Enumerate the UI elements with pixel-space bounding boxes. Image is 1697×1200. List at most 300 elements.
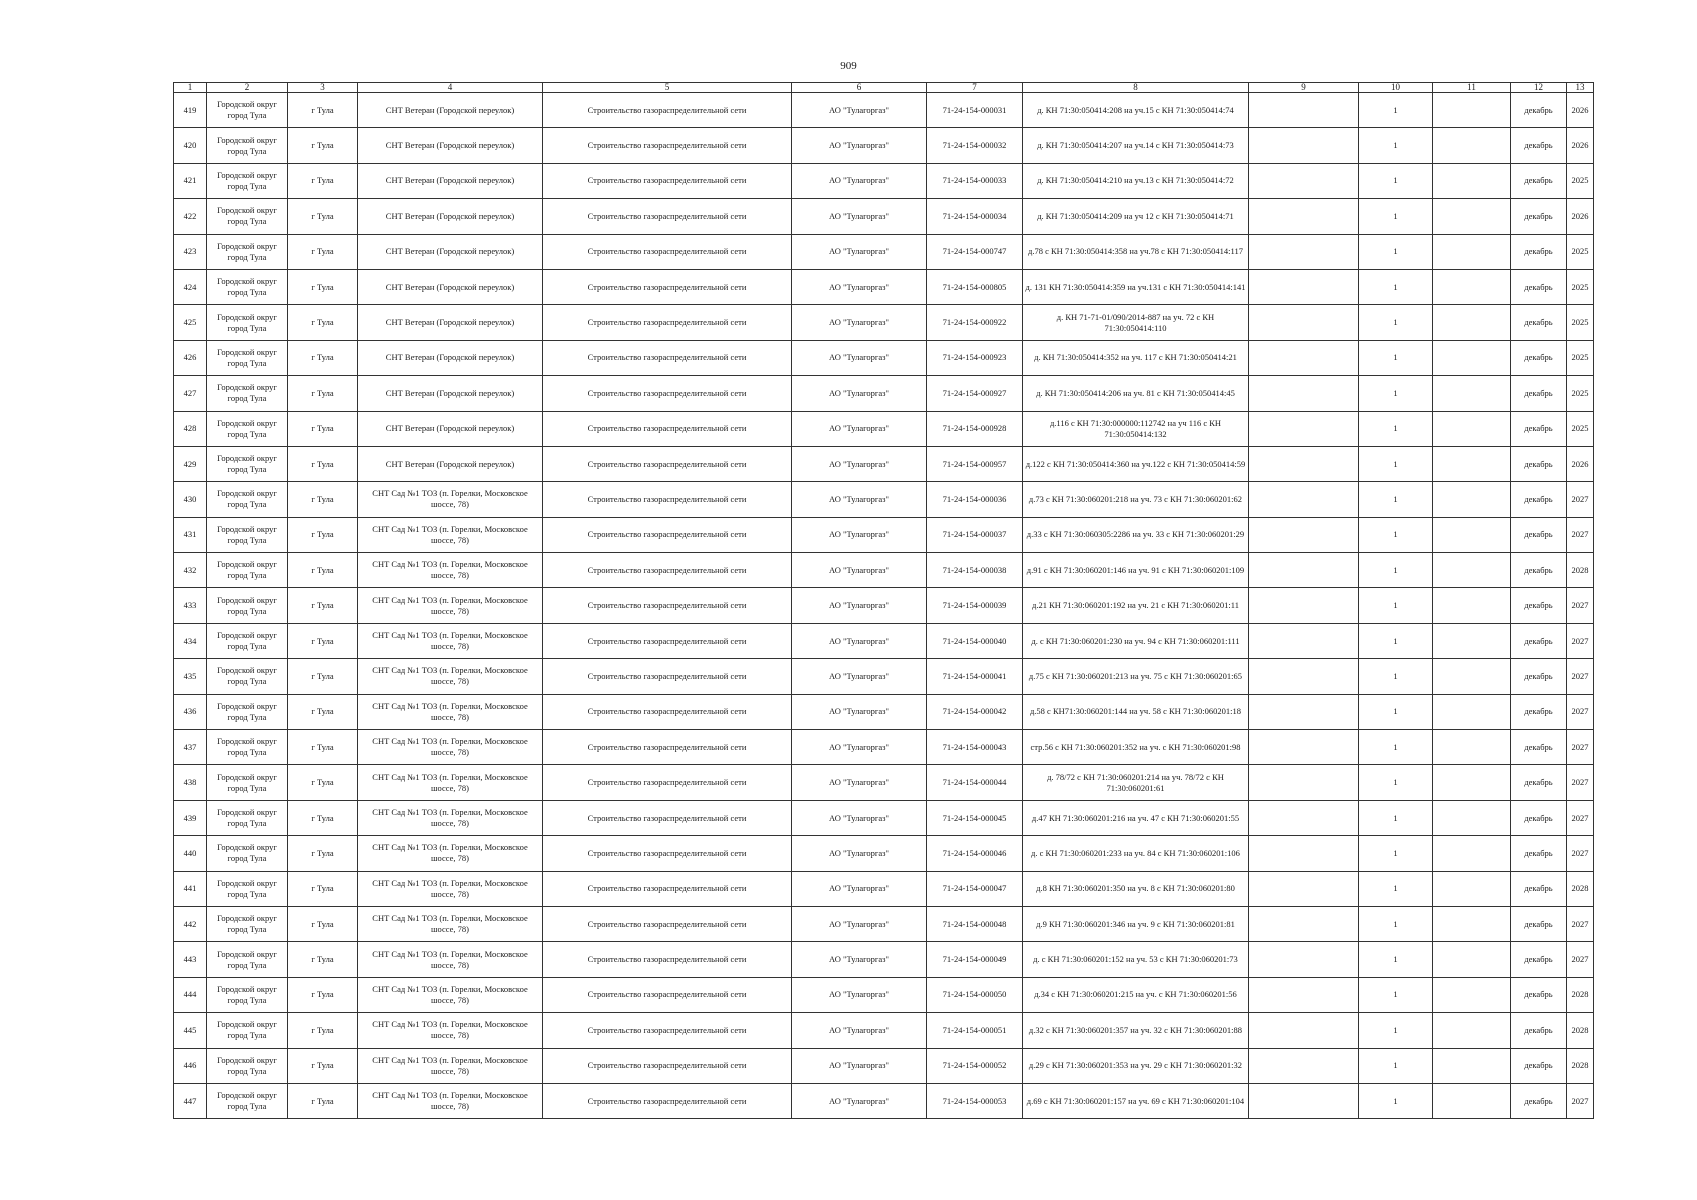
cell-col-9 — [1249, 128, 1359, 163]
cell-col-9 — [1249, 305, 1359, 340]
column-number-header-row — [174, 83, 1594, 93]
cell-object-location: СНТ Сад №1 ТОЗ (п. Горелки, Московское шоссе, 78) — [358, 730, 543, 765]
table-row — [174, 1048, 1594, 1083]
cell-connection-object: д.73 с КН 71:30:060201:218 на уч. 73 с КН 71:30:060201:62 — [1023, 482, 1249, 517]
cell-quantity: 1 — [1359, 977, 1433, 1012]
cell-organization: АО "Тулагоргаз" — [792, 446, 927, 481]
cell-col-11 — [1433, 836, 1511, 871]
cell-registration-number: 71-24-154-000050 — [927, 977, 1023, 1012]
cell-month: декабрь — [1511, 482, 1567, 517]
cell-connection-object: д.29 с КН 71:30:060201:353 на уч. 29 с КН 71:30:060201:32 — [1023, 1048, 1249, 1083]
cell-object-location: СНТ Сад №1 ТОЗ (п. Горелки, Московское шоссе, 78) — [358, 1048, 543, 1083]
cell-settlement: г Тула — [288, 234, 358, 269]
cell-registration-number: 71-24-154-000922 — [927, 305, 1023, 340]
table-row — [174, 1013, 1594, 1048]
cell-object-location: СНТ Сад №1 ТОЗ (п. Горелки, Московское шоссе, 78) — [358, 871, 543, 906]
cell-col-11 — [1433, 1083, 1511, 1118]
cell-col-9 — [1249, 517, 1359, 552]
cell-work-type: Строительство газораспределительной сети — [543, 871, 792, 906]
cell-organization: АО "Тулагоргаз" — [792, 340, 927, 375]
cell-quantity: 1 — [1359, 623, 1433, 658]
cell-object-location: СНТ Ветеран (Городской переулок) — [358, 269, 543, 304]
cell-row-number: 430 — [174, 482, 207, 517]
cell-month: декабрь — [1511, 588, 1567, 623]
cell-settlement: г Тула — [288, 659, 358, 694]
cell-settlement: г Тула — [288, 163, 358, 198]
column-header-11: 11 — [1433, 83, 1511, 93]
cell-work-type: Строительство газораспределительной сети — [543, 977, 792, 1012]
cell-settlement: г Тула — [288, 199, 358, 234]
cell-organization: АО "Тулагоргаз" — [792, 942, 927, 977]
cell-month: декабрь — [1511, 765, 1567, 800]
cell-organization: АО "Тулагоргаз" — [792, 199, 927, 234]
cell-col-11 — [1433, 942, 1511, 977]
cell-organization: АО "Тулагоргаз" — [792, 906, 927, 941]
cell-row-number: 442 — [174, 906, 207, 941]
cell-month: декабрь — [1511, 1048, 1567, 1083]
cell-object-location: СНТ Ветеран (Городской переулок) — [358, 305, 543, 340]
cell-settlement: г Тула — [288, 977, 358, 1012]
cell-municipality: Городской округ город Тула — [207, 411, 288, 446]
column-header-7: 7 — [927, 83, 1023, 93]
cell-col-11 — [1433, 659, 1511, 694]
cell-organization: АО "Тулагоргаз" — [792, 553, 927, 588]
cell-registration-number: 71-24-154-000037 — [927, 517, 1023, 552]
cell-quantity: 1 — [1359, 871, 1433, 906]
cell-col-11 — [1433, 163, 1511, 198]
page-number: 909 — [840, 60, 857, 72]
cell-row-number: 421 — [174, 163, 207, 198]
cell-month: декабрь — [1511, 411, 1567, 446]
cell-month: декабрь — [1511, 199, 1567, 234]
cell-quantity: 1 — [1359, 942, 1433, 977]
cell-object-location: СНТ Ветеран (Городской переулок) — [358, 340, 543, 375]
cell-connection-object: д.8 КН 71:30:060201:350 на уч. 8 с КН 71:30:060201:80 — [1023, 871, 1249, 906]
cell-municipality: Городской округ город Тула — [207, 871, 288, 906]
table-row — [174, 128, 1594, 163]
cell-connection-object: д. 78/72 с КН 71:30:060201:214 на уч. 78/72 с КН 71:30:060201:61 — [1023, 765, 1249, 800]
cell-organization: АО "Тулагоргаз" — [792, 269, 927, 304]
cell-row-number: 447 — [174, 1083, 207, 1118]
cell-month: декабрь — [1511, 340, 1567, 375]
cell-organization: АО "Тулагоргаз" — [792, 871, 927, 906]
cell-month: декабрь — [1511, 234, 1567, 269]
column-header-13: 13 — [1567, 83, 1594, 93]
cell-work-type: Строительство газораспределительной сети — [543, 340, 792, 375]
cell-quantity: 1 — [1359, 588, 1433, 623]
cell-quantity: 1 — [1359, 730, 1433, 765]
cell-year: 2027 — [1567, 836, 1594, 871]
cell-year: 2025 — [1567, 411, 1594, 446]
cell-registration-number: 71-24-154-000045 — [927, 800, 1023, 835]
cell-col-9 — [1249, 269, 1359, 304]
cell-organization: АО "Тулагоргаз" — [792, 623, 927, 658]
column-header-3: 3 — [288, 83, 358, 93]
column-header-8: 8 — [1023, 83, 1249, 93]
cell-object-location: СНТ Сад №1 ТОЗ (п. Горелки, Московское шоссе, 78) — [358, 836, 543, 871]
cell-settlement: г Тула — [288, 871, 358, 906]
cell-month: декабрь — [1511, 1083, 1567, 1118]
cell-col-9 — [1249, 906, 1359, 941]
cell-quantity: 1 — [1359, 836, 1433, 871]
cell-organization: АО "Тулагоргаз" — [792, 517, 927, 552]
table-row — [174, 694, 1594, 729]
cell-year: 2028 — [1567, 1048, 1594, 1083]
cell-settlement: г Тула — [288, 553, 358, 588]
table-row — [174, 588, 1594, 623]
cell-year: 2026 — [1567, 128, 1594, 163]
cell-work-type: Строительство газораспределительной сети — [543, 623, 792, 658]
cell-work-type: Строительство газораспределительной сети — [543, 1048, 792, 1083]
cell-year: 2027 — [1567, 517, 1594, 552]
cell-year: 2027 — [1567, 659, 1594, 694]
cell-work-type: Строительство газораспределительной сети — [543, 199, 792, 234]
table-row — [174, 871, 1594, 906]
cell-registration-number: 71-24-154-000034 — [927, 199, 1023, 234]
cell-connection-object: д. КН 71:30:050414:207 на уч.14 с КН 71:30:050414:73 — [1023, 128, 1249, 163]
cell-year: 2025 — [1567, 269, 1594, 304]
cell-year: 2028 — [1567, 977, 1594, 1012]
cell-year: 2025 — [1567, 376, 1594, 411]
cell-col-11 — [1433, 588, 1511, 623]
cell-object-location: СНТ Ветеран (Городской переулок) — [358, 446, 543, 481]
cell-settlement: г Тула — [288, 411, 358, 446]
cell-row-number: 438 — [174, 765, 207, 800]
cell-settlement: г Тула — [288, 694, 358, 729]
cell-object-location: СНТ Ветеран (Городской переулок) — [358, 376, 543, 411]
cell-municipality: Городской округ город Тула — [207, 340, 288, 375]
cell-year: 2025 — [1567, 340, 1594, 375]
cell-object-location: СНТ Сад №1 ТОЗ (п. Горелки, Московское шоссе, 78) — [358, 1013, 543, 1048]
column-header-1: 1 — [174, 83, 207, 93]
cell-year: 2026 — [1567, 446, 1594, 481]
cell-quantity: 1 — [1359, 694, 1433, 729]
cell-col-11 — [1433, 93, 1511, 128]
cell-registration-number: 71-24-154-000957 — [927, 446, 1023, 481]
cell-registration-number: 71-24-154-000923 — [927, 340, 1023, 375]
cell-connection-object: д.122 с КН 71:30:050414:360 на уч.122 с КН 71:30:050414:59 — [1023, 446, 1249, 481]
cell-municipality: Городской округ город Тула — [207, 376, 288, 411]
cell-row-number: 429 — [174, 446, 207, 481]
table-row — [174, 93, 1594, 128]
cell-col-11 — [1433, 517, 1511, 552]
cell-year: 2027 — [1567, 906, 1594, 941]
cell-connection-object: д. КН 71:30:050414:209 на уч 12 с КН 71:30:050414:71 — [1023, 199, 1249, 234]
cell-connection-object: д. КН 71-71-01/090/2014-887 на уч. 72 с КН 71:30:050414:110 — [1023, 305, 1249, 340]
cell-object-location: СНТ Сад №1 ТОЗ (п. Горелки, Московское шоссе, 78) — [358, 659, 543, 694]
cell-work-type: Строительство газораспределительной сети — [543, 376, 792, 411]
cell-col-11 — [1433, 765, 1511, 800]
cell-organization: АО "Тулагоргаз" — [792, 588, 927, 623]
cell-registration-number: 71-24-154-000038 — [927, 553, 1023, 588]
cell-organization: АО "Тулагоргаз" — [792, 376, 927, 411]
cell-quantity: 1 — [1359, 1083, 1433, 1118]
cell-work-type: Строительство газораспределительной сети — [543, 1083, 792, 1118]
table-row — [174, 411, 1594, 446]
cell-work-type: Строительство газораспределительной сети — [543, 694, 792, 729]
cell-object-location: СНТ Сад №1 ТОЗ (п. Горелки, Московское шоссе, 78) — [358, 977, 543, 1012]
cell-quantity: 1 — [1359, 765, 1433, 800]
cell-connection-object: д.116 с КН 71:30:000000:112742 на уч 116 с КН 71:30:050414:132 — [1023, 411, 1249, 446]
cell-settlement: г Тула — [288, 482, 358, 517]
cell-connection-object: д. КН 71:30:050414:208 на уч.15 с КН 71:30:050414:74 — [1023, 93, 1249, 128]
table-row — [174, 269, 1594, 304]
cell-col-9 — [1249, 977, 1359, 1012]
cell-col-11 — [1433, 411, 1511, 446]
cell-settlement: г Тула — [288, 128, 358, 163]
cell-settlement: г Тула — [288, 269, 358, 304]
cell-object-location: СНТ Сад №1 ТОЗ (п. Горелки, Московское шоссе, 78) — [358, 553, 543, 588]
cell-connection-object: д.33 с КН 71:30:060305:2286 на уч. 33 с КН 71:30:060201:29 — [1023, 517, 1249, 552]
cell-col-9 — [1249, 836, 1359, 871]
cell-settlement: г Тула — [288, 305, 358, 340]
cell-row-number: 437 — [174, 730, 207, 765]
cell-row-number: 419 — [174, 93, 207, 128]
cell-row-number: 422 — [174, 199, 207, 234]
cell-object-location: СНТ Сад №1 ТОЗ (п. Горелки, Московское шоссе, 78) — [358, 482, 543, 517]
cell-municipality: Городской округ город Тула — [207, 942, 288, 977]
cell-col-11 — [1433, 623, 1511, 658]
cell-month: декабрь — [1511, 269, 1567, 304]
cell-object-location: СНТ Сад №1 ТОЗ (п. Горелки, Московское шоссе, 78) — [358, 1083, 543, 1118]
cell-col-11 — [1433, 1048, 1511, 1083]
cell-year: 2025 — [1567, 234, 1594, 269]
cell-work-type: Строительство газораспределительной сети — [543, 446, 792, 481]
cell-organization: АО "Тулагоргаз" — [792, 93, 927, 128]
cell-object-location: СНТ Ветеран (Городской переулок) — [358, 163, 543, 198]
cell-month: декабрь — [1511, 517, 1567, 552]
cell-connection-object: д. КН 71:30:050414:210 на уч.13 с КН 71:30:050414:72 — [1023, 163, 1249, 198]
cell-connection-object: д. КН 71:30:050414:206 на уч. 81 с КН 71:30:050414:45 — [1023, 376, 1249, 411]
cell-municipality: Городской округ город Тула — [207, 269, 288, 304]
cell-work-type: Строительство газораспределительной сети — [543, 553, 792, 588]
cell-work-type: Строительство газораспределительной сети — [543, 305, 792, 340]
cell-row-number: 431 — [174, 517, 207, 552]
cell-year: 2027 — [1567, 1083, 1594, 1118]
cell-row-number: 440 — [174, 836, 207, 871]
cell-municipality: Городской округ город Тула — [207, 128, 288, 163]
cell-quantity: 1 — [1359, 163, 1433, 198]
table-row — [174, 623, 1594, 658]
cell-organization: АО "Тулагоргаз" — [792, 128, 927, 163]
cell-col-9 — [1249, 588, 1359, 623]
cell-municipality: Городской округ город Тула — [207, 482, 288, 517]
cell-registration-number: 71-24-154-000039 — [927, 588, 1023, 623]
table-row — [174, 199, 1594, 234]
cell-connection-object: д. КН 71:30:050414:352 на уч. 117 с КН 71:30:050414:21 — [1023, 340, 1249, 375]
cell-col-11 — [1433, 446, 1511, 481]
cell-work-type: Строительство газораспределительной сети — [543, 411, 792, 446]
cell-month: декабрь — [1511, 836, 1567, 871]
cell-month: декабрь — [1511, 694, 1567, 729]
cell-col-11 — [1433, 1013, 1511, 1048]
cell-col-9 — [1249, 1083, 1359, 1118]
cell-settlement: г Тула — [288, 517, 358, 552]
cell-municipality: Городской округ город Тула — [207, 93, 288, 128]
table-row — [174, 482, 1594, 517]
cell-year: 2027 — [1567, 730, 1594, 765]
cell-work-type: Строительство газораспределительной сети — [543, 163, 792, 198]
cell-month: декабрь — [1511, 942, 1567, 977]
cell-connection-object: д.91 с КН 71:30:060201:146 на уч. 91 с КН 71:30:060201:109 — [1023, 553, 1249, 588]
cell-settlement: г Тула — [288, 588, 358, 623]
cell-settlement: г Тула — [288, 1013, 358, 1048]
cell-registration-number: 71-24-154-000042 — [927, 694, 1023, 729]
cell-settlement: г Тула — [288, 623, 358, 658]
cell-organization: АО "Тулагоргаз" — [792, 305, 927, 340]
cell-quantity: 1 — [1359, 517, 1433, 552]
cell-municipality: Городской округ город Тула — [207, 906, 288, 941]
cell-connection-object: д.69 с КН 71:30:060201:157 на уч. 69 с КН 71:30:060201:104 — [1023, 1083, 1249, 1118]
cell-col-11 — [1433, 906, 1511, 941]
cell-work-type: Строительство газораспределительной сети — [543, 517, 792, 552]
cell-work-type: Строительство газораспределительной сети — [543, 906, 792, 941]
cell-connection-object: стр.56 с КН 71:30:060201:352 на уч. с КН 71:30:060201:98 — [1023, 730, 1249, 765]
cell-month: декабрь — [1511, 376, 1567, 411]
table-row — [174, 659, 1594, 694]
cell-row-number: 445 — [174, 1013, 207, 1048]
cell-municipality: Городской округ город Тула — [207, 553, 288, 588]
cell-municipality: Городской округ город Тула — [207, 305, 288, 340]
cell-work-type: Строительство газораспределительной сети — [543, 269, 792, 304]
cell-year: 2026 — [1567, 93, 1594, 128]
cell-quantity: 1 — [1359, 411, 1433, 446]
cell-organization: АО "Тулагоргаз" — [792, 836, 927, 871]
cell-work-type: Строительство газораспределительной сети — [543, 1013, 792, 1048]
cell-municipality: Городской округ город Тула — [207, 765, 288, 800]
cell-municipality: Городской округ город Тула — [207, 800, 288, 835]
cell-work-type: Строительство газораспределительной сети — [543, 659, 792, 694]
cell-month: декабрь — [1511, 1013, 1567, 1048]
cell-col-9 — [1249, 730, 1359, 765]
cell-col-9 — [1249, 482, 1359, 517]
cell-year: 2026 — [1567, 199, 1594, 234]
cell-municipality: Городской округ город Тула — [207, 234, 288, 269]
cell-organization: АО "Тулагоргаз" — [792, 411, 927, 446]
cell-connection-object: д.75 с КН 71:30:060201:213 на уч. 75 с КН 71:30:060201:65 — [1023, 659, 1249, 694]
cell-organization: АО "Тулагоргаз" — [792, 977, 927, 1012]
cell-settlement: г Тула — [288, 800, 358, 835]
cell-quantity: 1 — [1359, 553, 1433, 588]
cell-quantity: 1 — [1359, 1013, 1433, 1048]
cell-settlement: г Тула — [288, 1048, 358, 1083]
cell-col-11 — [1433, 305, 1511, 340]
cell-work-type: Строительство газораспределительной сети — [543, 836, 792, 871]
cell-col-9 — [1249, 446, 1359, 481]
cell-year: 2027 — [1567, 942, 1594, 977]
cell-object-location: СНТ Сад №1 ТОЗ (п. Горелки, Московское шоссе, 78) — [358, 517, 543, 552]
cell-registration-number: 71-24-154-000049 — [927, 942, 1023, 977]
cell-municipality: Городской округ город Тула — [207, 1048, 288, 1083]
cell-connection-object: д.47 КН 71:30:060201:216 на уч. 47 с КН 71:30:060201:55 — [1023, 800, 1249, 835]
cell-work-type: Строительство газораспределительной сети — [543, 234, 792, 269]
cell-quantity: 1 — [1359, 305, 1433, 340]
cell-col-9 — [1249, 163, 1359, 198]
cell-quantity: 1 — [1359, 128, 1433, 163]
cell-object-location: СНТ Ветеран (Городской переулок) — [358, 411, 543, 446]
cell-col-9 — [1249, 694, 1359, 729]
cell-work-type: Строительство газораспределительной сети — [543, 128, 792, 163]
cell-work-type: Строительство газораспределительной сети — [543, 93, 792, 128]
cell-settlement: г Тула — [288, 340, 358, 375]
column-header-10: 10 — [1359, 83, 1433, 93]
cell-row-number: 424 — [174, 269, 207, 304]
cell-work-type: Строительство газораспределительной сети — [543, 942, 792, 977]
cell-col-9 — [1249, 1048, 1359, 1083]
column-header-2: 2 — [207, 83, 288, 93]
table-row — [174, 553, 1594, 588]
cell-registration-number: 71-24-154-000052 — [927, 1048, 1023, 1083]
cell-month: декабрь — [1511, 871, 1567, 906]
cell-organization: АО "Тулагоргаз" — [792, 1013, 927, 1048]
cell-organization: АО "Тулагоргаз" — [792, 694, 927, 729]
cell-municipality: Городской округ город Тула — [207, 163, 288, 198]
cell-settlement: г Тула — [288, 93, 358, 128]
cell-work-type: Строительство газораспределительной сети — [543, 765, 792, 800]
cell-year: 2028 — [1567, 871, 1594, 906]
cell-connection-object: д. с КН 71:30:060201:233 на уч. 84 с КН 71:30:060201:106 — [1023, 836, 1249, 871]
cell-col-9 — [1249, 340, 1359, 375]
table-row — [174, 446, 1594, 481]
cell-settlement: г Тула — [288, 906, 358, 941]
cell-registration-number: 71-24-154-000051 — [927, 1013, 1023, 1048]
table-row — [174, 305, 1594, 340]
cell-year: 2025 — [1567, 163, 1594, 198]
column-header-9: 9 — [1249, 83, 1359, 93]
cell-col-9 — [1249, 553, 1359, 588]
cell-quantity: 1 — [1359, 199, 1433, 234]
cell-municipality: Городской округ город Тула — [207, 588, 288, 623]
cell-col-9 — [1249, 93, 1359, 128]
cell-object-location: СНТ Сад №1 ТОЗ (п. Горелки, Московское шоссе, 78) — [358, 765, 543, 800]
table-row — [174, 730, 1594, 765]
cell-month: декабрь — [1511, 623, 1567, 658]
cell-settlement: г Тула — [288, 730, 358, 765]
cell-col-11 — [1433, 128, 1511, 163]
cell-row-number: 433 — [174, 588, 207, 623]
cell-col-11 — [1433, 376, 1511, 411]
cell-registration-number: 71-24-154-000747 — [927, 234, 1023, 269]
table-row — [174, 340, 1594, 375]
cell-registration-number: 71-24-154-000927 — [927, 376, 1023, 411]
cell-connection-object: д.9 КН 71:30:060201:346 на уч. 9 с КН 71:30:060201:81 — [1023, 906, 1249, 941]
cell-quantity: 1 — [1359, 906, 1433, 941]
table-row — [174, 800, 1594, 835]
cell-work-type: Строительство газораспределительной сети — [543, 482, 792, 517]
cell-connection-object: д.78 с КН 71:30:050414:358 на уч.78 с КН 71:30:050414:117 — [1023, 234, 1249, 269]
cell-col-9 — [1249, 376, 1359, 411]
cell-col-11 — [1433, 340, 1511, 375]
cell-col-9 — [1249, 765, 1359, 800]
cell-registration-number: 71-24-154-000046 — [927, 836, 1023, 871]
cell-row-number: 444 — [174, 977, 207, 1012]
cell-settlement: г Тула — [288, 765, 358, 800]
cell-quantity: 1 — [1359, 269, 1433, 304]
cell-municipality: Городской округ город Тула — [207, 659, 288, 694]
cell-col-11 — [1433, 694, 1511, 729]
cell-col-9 — [1249, 659, 1359, 694]
cell-row-number: 446 — [174, 1048, 207, 1083]
cell-col-11 — [1433, 977, 1511, 1012]
cell-month: декабрь — [1511, 977, 1567, 1012]
cell-col-9 — [1249, 199, 1359, 234]
cell-year: 2027 — [1567, 482, 1594, 517]
cell-quantity: 1 — [1359, 93, 1433, 128]
cell-quantity: 1 — [1359, 659, 1433, 694]
cell-municipality: Городской округ город Тула — [207, 836, 288, 871]
cell-object-location: СНТ Ветеран (Городской переулок) — [358, 93, 543, 128]
cell-registration-number: 71-24-154-000033 — [927, 163, 1023, 198]
